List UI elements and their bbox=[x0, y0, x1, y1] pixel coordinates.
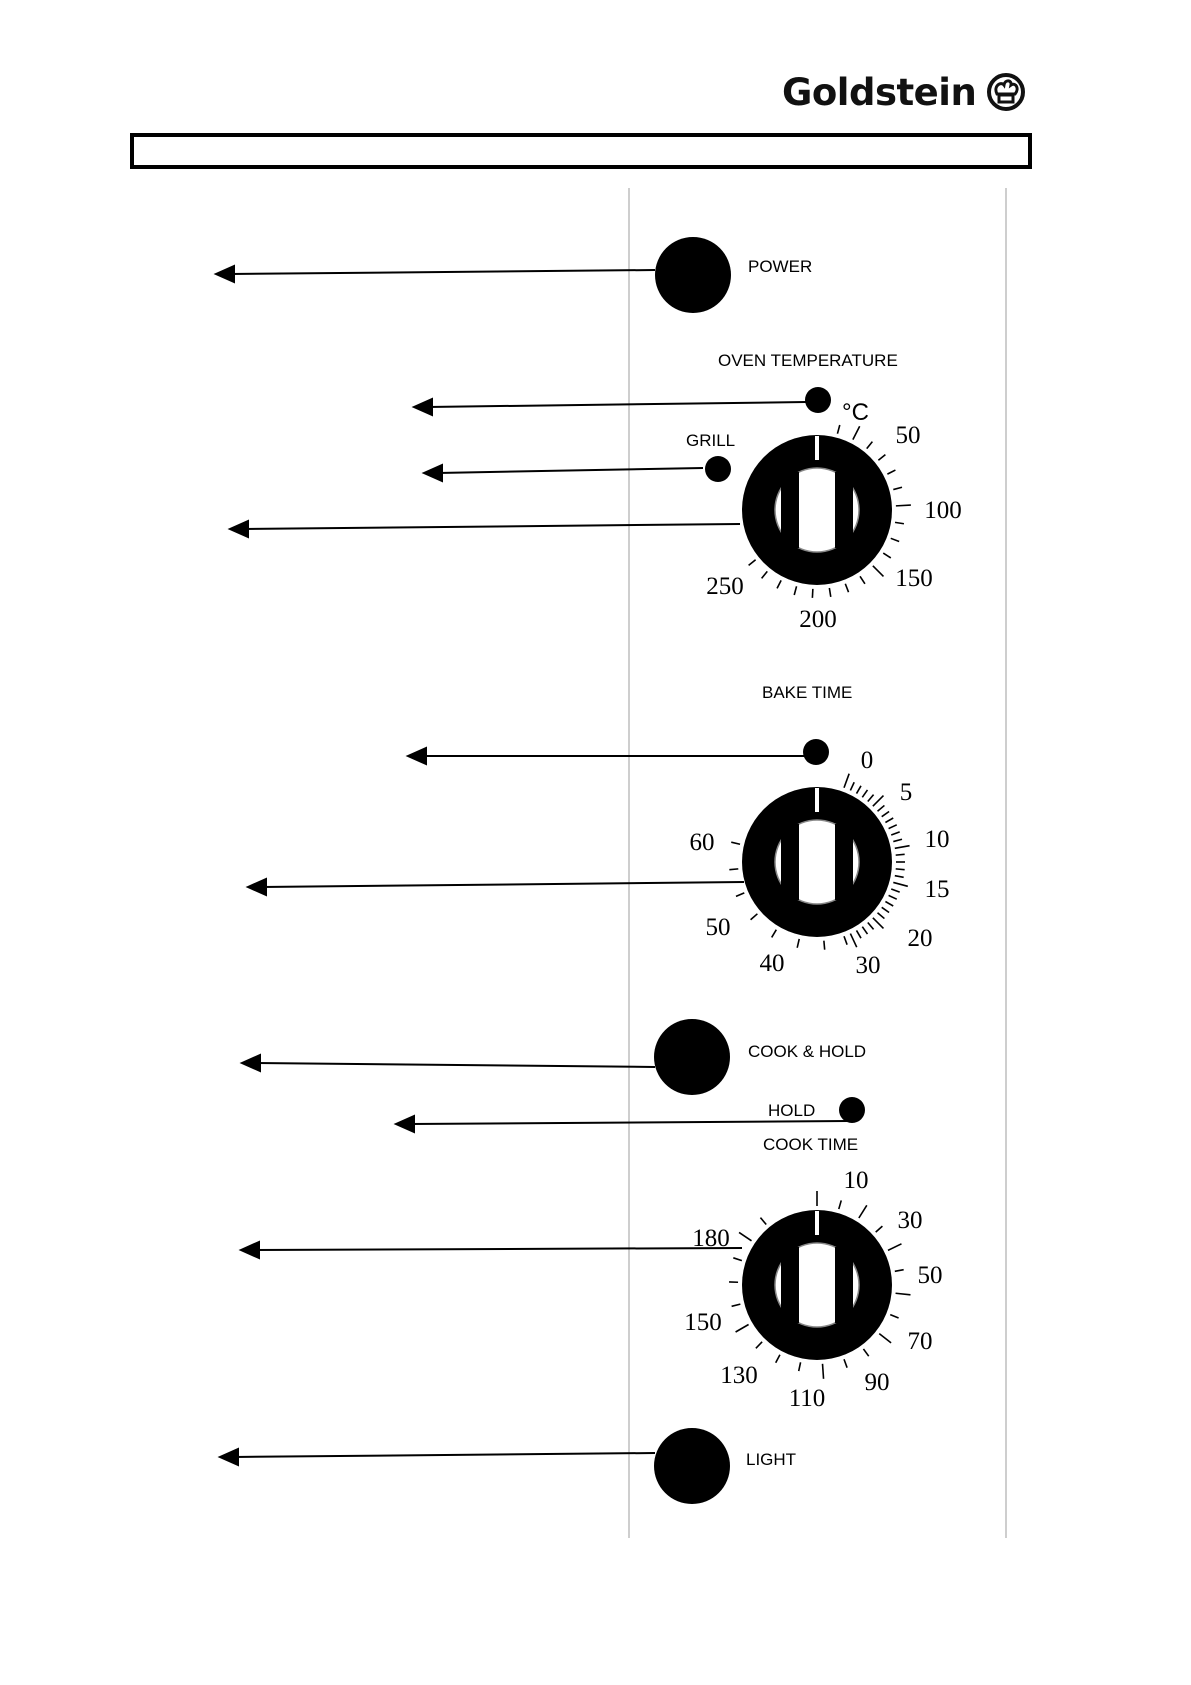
dial-grip-left bbox=[781, 824, 799, 900]
dial-tick bbox=[772, 930, 777, 938]
dial-tick bbox=[859, 1205, 867, 1218]
dial-tick bbox=[873, 796, 884, 807]
dial-scale-label: 20 bbox=[907, 925, 933, 952]
dial-tick bbox=[885, 818, 893, 823]
light-button[interactable] bbox=[654, 1428, 730, 1504]
dial-tick bbox=[777, 580, 781, 588]
dial-scale-label: 10 bbox=[924, 826, 950, 853]
cook-time-dial[interactable] bbox=[684, 1167, 942, 1412]
dial-scale-label: 60 bbox=[689, 829, 715, 856]
dial-scale-label: 130 bbox=[720, 1362, 758, 1389]
dial-tick bbox=[751, 914, 758, 920]
dial-tick bbox=[824, 941, 825, 950]
hold-label: HOLD bbox=[768, 1101, 816, 1120]
dial-tick bbox=[889, 895, 897, 899]
dial-tick bbox=[732, 1304, 741, 1306]
power-button[interactable] bbox=[655, 237, 731, 313]
dial-tick bbox=[829, 588, 830, 597]
dial-scale-label: 180 bbox=[692, 1225, 730, 1252]
arrow-power bbox=[216, 266, 655, 282]
dial-tick bbox=[794, 586, 796, 595]
temperature-indicator-lamp bbox=[805, 387, 831, 413]
dial-tick bbox=[853, 426, 860, 439]
dial-tick bbox=[891, 538, 899, 541]
dial-tick bbox=[749, 560, 756, 566]
dial-tick bbox=[867, 442, 873, 449]
dial-scale-label: 30 bbox=[897, 1207, 923, 1234]
dial-tick bbox=[876, 1226, 883, 1232]
dial-tick bbox=[896, 1293, 911, 1295]
dial-tick bbox=[844, 1359, 847, 1367]
dial-tick bbox=[762, 571, 768, 578]
dial-scale-label: 110 bbox=[788, 1385, 826, 1412]
dial-tick bbox=[878, 913, 885, 919]
dial-tick bbox=[850, 782, 854, 790]
bake-time-dial[interactable] bbox=[690, 747, 950, 979]
dial-tick bbox=[760, 1218, 766, 1225]
oven-temperature-dial[interactable] bbox=[706, 422, 962, 633]
dial-tick bbox=[739, 1232, 751, 1240]
dial-scale-label: 200 bbox=[799, 606, 837, 633]
dial-tick bbox=[885, 902, 893, 907]
dial-grip-left bbox=[781, 472, 799, 548]
dial-tick bbox=[860, 576, 865, 584]
dial-tick bbox=[893, 487, 902, 489]
dial-tick bbox=[882, 812, 889, 817]
dial-scale-label: 50 bbox=[705, 914, 731, 941]
cook-time-label: COOK TIME bbox=[763, 1135, 859, 1154]
dial-tick bbox=[879, 1334, 891, 1343]
grill-indicator-lamp bbox=[705, 456, 731, 482]
dial-tick bbox=[729, 869, 738, 870]
dial-tick bbox=[839, 1200, 841, 1209]
dial-scale-label: 150 bbox=[895, 565, 933, 592]
arrow-bake-indicator bbox=[408, 748, 806, 764]
dial-scale-label: 100 bbox=[924, 497, 962, 524]
arrow-cook-hold bbox=[242, 1055, 655, 1071]
dial-tick bbox=[895, 846, 910, 849]
dial-tick bbox=[731, 842, 740, 844]
dial-tick bbox=[895, 1270, 904, 1272]
arrow-light bbox=[220, 1449, 655, 1465]
dial-tick bbox=[893, 882, 907, 886]
dial-scale-label: 0 bbox=[860, 747, 874, 774]
light-label: LIGHT bbox=[746, 1450, 797, 1469]
dial-tick bbox=[850, 934, 856, 948]
brand-name: Goldstein bbox=[782, 70, 977, 114]
dial-tick bbox=[797, 939, 799, 948]
grill-label: GRILL bbox=[686, 431, 736, 450]
arrow-temperature-dial bbox=[230, 521, 740, 537]
dial-tick bbox=[776, 1355, 780, 1363]
bake-indicator-lamp bbox=[803, 739, 829, 765]
celsius-label: °C bbox=[842, 399, 869, 426]
dial-tick bbox=[889, 825, 897, 829]
dial-grip-right bbox=[835, 1247, 853, 1323]
power-label: POWER bbox=[748, 257, 813, 276]
dial-grip-right bbox=[835, 824, 853, 900]
dial-tick bbox=[873, 566, 884, 577]
dial-tick bbox=[845, 584, 848, 592]
dial-tick bbox=[857, 786, 862, 794]
oven-temperature-label: OVEN TEMPERATURE bbox=[718, 351, 898, 370]
hold-indicator-lamp bbox=[839, 1097, 865, 1123]
dial-scale-label: 40 bbox=[759, 950, 785, 977]
dial-tick bbox=[733, 1258, 742, 1261]
dial-tick bbox=[862, 927, 867, 934]
dial-tick bbox=[896, 505, 911, 506]
dial-scale-label: 250 bbox=[706, 573, 744, 600]
dial-tick bbox=[891, 832, 899, 835]
dial-tick bbox=[873, 918, 884, 929]
dial-tick bbox=[844, 936, 847, 944]
dial-tick bbox=[862, 790, 867, 797]
arrow-bake-time-dial bbox=[248, 879, 744, 895]
dial-tick bbox=[878, 805, 885, 811]
cook-hold-label: COOK & HOLD bbox=[748, 1042, 867, 1061]
dial-scale-label: 5 bbox=[899, 779, 913, 806]
dial-scale-label: 10 bbox=[843, 1167, 869, 1194]
dial-tick bbox=[888, 1244, 901, 1251]
dial-tick bbox=[896, 854, 905, 855]
dial-scale-label: 50 bbox=[895, 422, 921, 449]
dial-tick bbox=[863, 1349, 868, 1356]
arrow-grill-indicator bbox=[424, 465, 703, 481]
dial-grip-left bbox=[781, 1247, 799, 1323]
dial-scale-label: 15 bbox=[924, 876, 950, 903]
dial-tick bbox=[883, 553, 891, 558]
dial-tick bbox=[756, 1342, 762, 1348]
dial-tick bbox=[878, 455, 885, 461]
arrow-cook-time-dial bbox=[241, 1242, 742, 1258]
dial-scale-label: 90 bbox=[864, 1369, 890, 1396]
dial-tick bbox=[887, 470, 895, 474]
dial-tick bbox=[893, 839, 902, 841]
dial-tick bbox=[736, 1325, 749, 1333]
cook-hold-button[interactable] bbox=[654, 1019, 730, 1095]
dial-scale-label: 50 bbox=[917, 1262, 943, 1289]
dial-tick bbox=[895, 876, 904, 878]
dial-tick bbox=[844, 774, 849, 788]
dial-tick bbox=[799, 1362, 801, 1371]
dial-scale-label: 70 bbox=[907, 1328, 933, 1355]
dial-tick bbox=[837, 425, 839, 434]
bake-time-label: BAKE TIME bbox=[762, 683, 853, 702]
dial-tick bbox=[868, 795, 874, 802]
dial-tick bbox=[896, 869, 905, 870]
dial-grip-right bbox=[835, 472, 853, 548]
arrow-temperature-indicator bbox=[414, 399, 806, 415]
dial-scale-label: 150 bbox=[684, 1309, 722, 1336]
dial-tick bbox=[823, 1364, 824, 1379]
dial-tick bbox=[890, 1315, 898, 1318]
dial-tick bbox=[868, 923, 874, 930]
dial-tick bbox=[895, 522, 904, 523]
dial-tick bbox=[736, 893, 744, 897]
dial-tick bbox=[857, 930, 862, 938]
dial-scale-label: 30 bbox=[855, 952, 881, 979]
dial-tick bbox=[882, 907, 889, 912]
dial-tick bbox=[891, 889, 899, 892]
